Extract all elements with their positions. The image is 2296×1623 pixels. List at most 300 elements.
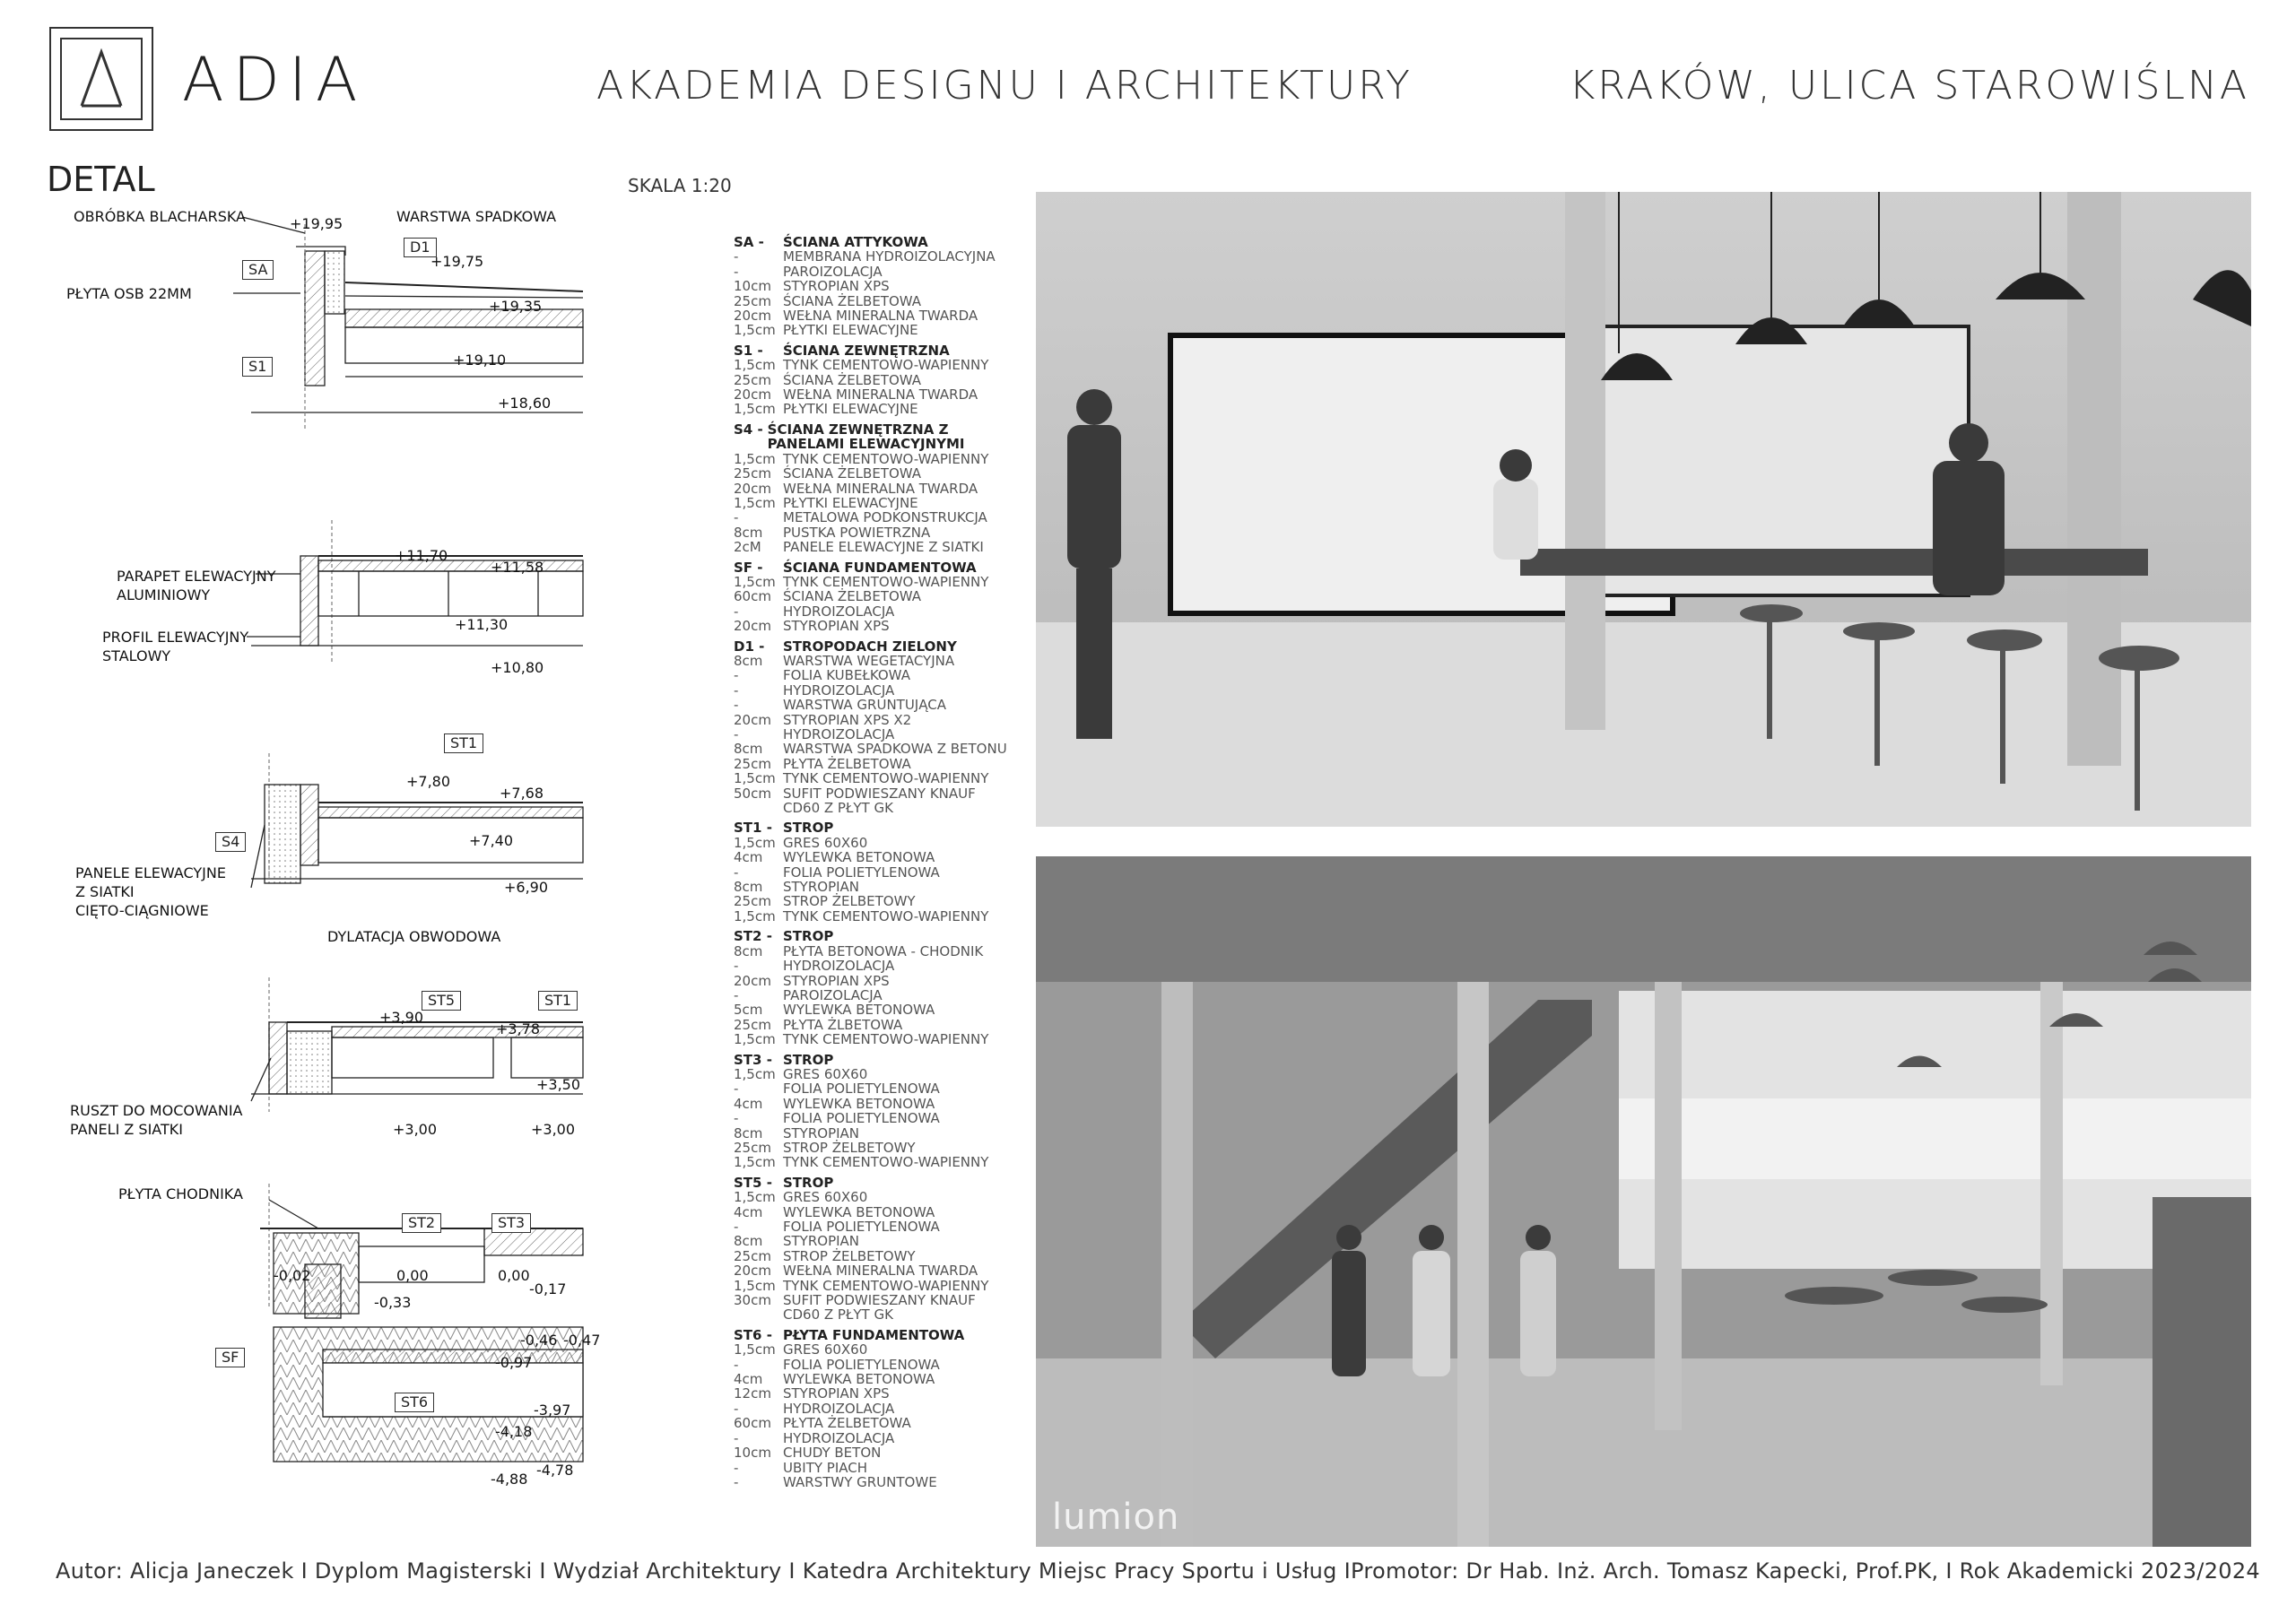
layer-thickness: -	[734, 1473, 739, 1490]
layer-material: HYDROIZOLACJA	[783, 1429, 895, 1446]
legend-title	[734, 1053, 1030, 1067]
layer-material: FOLIA POLIETYLENOWA	[783, 1110, 940, 1127]
layer-material: STYROPIAN XPS	[783, 278, 890, 295]
legend-row	[734, 358, 1030, 372]
layer-material: GRES 60X60	[783, 1341, 868, 1358]
legend-row	[734, 482, 1030, 496]
layer-thickness: 25cm	[734, 465, 771, 482]
tag-sf: SF	[215, 1348, 245, 1367]
legend-row	[734, 757, 1030, 771]
legend-row	[734, 668, 1030, 682]
level-mark: +11,70	[395, 547, 448, 564]
legend-row	[734, 1081, 1030, 1096]
layer-thickness: 5cm	[734, 1002, 763, 1019]
layer-thickness: 10cm	[734, 278, 771, 295]
author-credits: Autor: Alicja Janeczek I Dyplom Magisterski I Wydział Architektury I Katedra Architektury Miejsc Pracy Sportu i Usług IPromotor: Dr Hab. Inż. Arch. Tomasz Kapecki, Prof.PK, I Rok Akademicki 2023/2024	[56, 1558, 2260, 1584]
layer-material: STROP ŻELBETOWY	[783, 893, 916, 910]
level-mark: -0,47	[563, 1332, 601, 1349]
layer-material: FOLIA POLIETYLENOWA	[783, 864, 940, 881]
layer-thickness: -	[734, 1356, 739, 1373]
section-title: DETAL	[47, 160, 155, 199]
legend-row	[734, 801, 1030, 815]
legend-row	[734, 1067, 1030, 1081]
layer-material: FOLIA POLIETYLENOWA	[783, 1081, 940, 1098]
tag-st3: ST3	[491, 1213, 531, 1233]
layer-material: WYLEWKA BETONOWA	[783, 1002, 935, 1019]
legend-row	[734, 452, 1030, 466]
layer-thickness: 1,5cm	[734, 907, 776, 924]
level-mark: -3,97	[534, 1402, 571, 1419]
layer-material: WYLEWKA BETONOWA	[783, 1203, 935, 1220]
layer-material: TYNK CEMENTOWO-WAPIENNY	[783, 357, 989, 374]
layer-thickness: 1,5cm	[734, 357, 776, 374]
layer-thickness: 25cm	[734, 755, 771, 772]
legend-title-text: STROP	[783, 1051, 834, 1068]
level-mark: +19,35	[489, 298, 543, 315]
legend-row	[734, 988, 1030, 1002]
layer-material: PAROIZOLACJA	[783, 986, 883, 1003]
layer-material: PŁYTKI ELEWACYJNE	[783, 401, 918, 418]
legend-row	[734, 1431, 1030, 1445]
layer-thickness: -	[734, 603, 739, 620]
legend-row	[734, 1018, 1030, 1032]
level-mark: 0,00	[498, 1267, 530, 1284]
legend-group	[734, 422, 1030, 555]
layer-thickness: 50cm	[734, 785, 771, 802]
render-photo-cafe	[1036, 192, 2251, 827]
level-mark: +19,95	[290, 215, 344, 232]
layer-material: TYNK CEMENTOWO-WAPIENNY	[783, 770, 989, 787]
layer-material: METALOWA PODKONSTRUKCJA	[783, 509, 987, 526]
legend-row	[734, 1249, 1030, 1263]
layer-material: WARSTWA WEGETACYJNA	[783, 652, 955, 669]
layer-material: PUSTKA POWIETRZNA	[783, 524, 931, 541]
layer-material: TYNK CEMENTOWO-WAPIENNY	[783, 1154, 989, 1171]
legend-row	[734, 1372, 1030, 1386]
legend-row	[734, 308, 1030, 323]
legend-row	[734, 387, 1030, 402]
layer-thickness: 25cm	[734, 1016, 771, 1033]
legend-row	[734, 1263, 1030, 1278]
layer-material: WEŁNA MINERALNA TWARDA	[783, 308, 978, 325]
layer-thickness: 20cm	[734, 1263, 771, 1280]
legend-code: S4 -	[734, 421, 763, 438]
legend-title-text: STROP	[783, 820, 834, 837]
layer-material: STROP ŻELBETOWY	[783, 1247, 916, 1264]
legend-group	[734, 1176, 1030, 1323]
legend-title-text: ŚCIANA ZEWNĘTRZNA	[783, 342, 950, 359]
layer-material: TYNK CEMENTOWO-WAPIENNY	[783, 573, 989, 590]
layer-thickness: -	[734, 509, 739, 526]
layer-thickness: 2cM	[734, 539, 761, 556]
legend-title	[734, 235, 1030, 249]
layer-thickness: -	[734, 864, 739, 881]
legend-row	[734, 1155, 1030, 1169]
legend-row	[734, 894, 1030, 908]
level-mark: -0,46	[520, 1332, 558, 1349]
layer-thickness	[734, 1307, 783, 1322]
layer-material: HYDROIZOLACJA	[783, 726, 895, 742]
layer-material: FOLIA POLIETYLENOWA	[783, 1219, 940, 1235]
layer-thickness	[734, 801, 783, 815]
legend-row	[734, 880, 1030, 894]
legend-title-text: STROP	[783, 1174, 834, 1191]
legend-code: ST5 -	[734, 1174, 772, 1191]
layer-thickness: 8cm	[734, 879, 763, 896]
layer-material: STYROPIAN XPS X2	[783, 711, 912, 728]
legend-row	[734, 279, 1030, 293]
layer-thickness: 4cm	[734, 1203, 763, 1220]
legend-row	[734, 510, 1030, 525]
legend-code: ST1 -	[734, 820, 772, 837]
tag-s1: S1	[242, 357, 273, 377]
layer-material: GRES 60X60	[783, 1065, 868, 1082]
legend-row	[734, 496, 1030, 510]
legend-title-text: ŚCIANA ATTYKOWA	[783, 234, 928, 250]
tag-st1-b: ST1	[538, 991, 578, 1011]
legend-row	[734, 1234, 1030, 1248]
level-mark: +3,78	[496, 1020, 541, 1037]
layer-thickness: 4cm	[734, 1095, 763, 1112]
tag-st1-a: ST1	[444, 733, 483, 753]
layer-thickness: -	[734, 1429, 739, 1446]
legend-row	[734, 575, 1030, 589]
layer-material: FOLIA POLIETYLENOWA	[783, 1356, 940, 1373]
render-illustration	[1036, 192, 2251, 827]
layer-material: HYDROIZOLACJA	[783, 958, 895, 975]
layer-thickness: 1,5cm	[734, 1277, 776, 1294]
legend-row	[734, 865, 1030, 880]
legend-row	[734, 1126, 1030, 1141]
legend-row	[734, 974, 1030, 988]
legend-title-text: STROPODACH ZIELONY	[783, 638, 957, 655]
layer-thickness: 8cm	[734, 1124, 763, 1141]
layer-thickness: -	[734, 248, 739, 265]
legend-row	[734, 540, 1030, 554]
layer-thickness: 25cm	[734, 1247, 771, 1264]
level-mark: +7,80	[406, 773, 451, 790]
legend-row	[734, 1402, 1030, 1416]
layer-material: TYNK CEMENTOWO-WAPIENNY	[783, 450, 989, 467]
layer-material: TYNK CEMENTOWO-WAPIENNY	[783, 1277, 989, 1294]
layer-thickness: -	[734, 1110, 739, 1127]
legend-group	[734, 560, 1030, 634]
layer-material: HYDROIZOLACJA	[783, 681, 895, 699]
legend-row	[734, 249, 1030, 264]
layer-material: WYLEWKA BETONOWA	[783, 849, 935, 866]
layer-thickness: 1,5cm	[734, 1031, 776, 1048]
legend-row	[734, 1342, 1030, 1357]
label-panele: PANELE ELEWACYJNE Z SIATKI CIĘTO-CIĄGNIOWE	[75, 864, 226, 919]
legend-row	[734, 727, 1030, 742]
legend-row	[734, 1307, 1030, 1322]
layer-material: WYLEWKA BETONOWA	[783, 1095, 935, 1112]
level-mark: +7,68	[500, 785, 544, 802]
level-mark: +3,00	[531, 1121, 576, 1138]
tag-s4: S4	[215, 832, 246, 852]
triangle-logo-icon	[76, 48, 126, 109]
label-parapet: PARAPET ELEWACYJNY ALUMINIOWY	[117, 568, 276, 603]
layer-thickness: 8cm	[734, 942, 763, 959]
level-mark: +11,30	[455, 616, 509, 633]
layer-thickness: -	[734, 986, 739, 1003]
legend-group	[734, 929, 1030, 1046]
layer-material: WEŁNA MINERALNA TWARDA	[783, 480, 978, 497]
layer-thickness: -	[734, 263, 739, 280]
layer-material: ŚCIANA ŻELBETOWA	[783, 292, 922, 309]
render-illustration	[1036, 856, 2251, 1547]
layer-thickness: 1,5cm	[734, 1341, 776, 1358]
level-mark: +3,90	[379, 1009, 424, 1026]
layer-material: GRES 60X60	[783, 834, 868, 851]
legend-row	[734, 1461, 1030, 1475]
legend-row	[734, 654, 1030, 668]
label-obrobka: OBRÓBKA BLACHARSKA	[74, 208, 246, 225]
layer-thickness: 60cm	[734, 588, 771, 605]
level-mark: +10,80	[491, 659, 544, 676]
layer-material: PŁYTA ŻELBETOWA	[783, 755, 911, 772]
detail-drawing	[36, 197, 601, 1542]
level-mark: -0,17	[529, 1280, 567, 1298]
layer-material: UBITY PIACH	[783, 1459, 868, 1476]
legend-row	[734, 1445, 1030, 1460]
layer-material: FOLIA KUBEŁKOWA	[783, 667, 910, 684]
level-mark: +3,50	[536, 1076, 581, 1093]
layer-thickness: -	[734, 958, 739, 975]
label-dylatacja: DYLATACJA OBWODOWA	[327, 928, 501, 945]
layer-material: WARSTWA GRUNTUJĄCA	[783, 697, 946, 714]
level-mark: -0,02	[274, 1267, 311, 1284]
label-plyta-osb: PŁYTA OSB 22MM	[66, 285, 192, 302]
legend-row	[734, 525, 1030, 540]
layer-thickness: 60cm	[734, 1415, 771, 1432]
legend-row	[734, 959, 1030, 973]
layer-thickness: -	[734, 1219, 739, 1235]
legend-row	[734, 1190, 1030, 1204]
layer-thickness: 1,5cm	[734, 450, 776, 467]
legend-code: S1 -	[734, 342, 763, 359]
legend-row	[734, 698, 1030, 712]
legend-row	[734, 1111, 1030, 1125]
legend-row	[734, 294, 1030, 308]
layer-material: ŚCIANA ŻELBETOWA	[783, 371, 922, 388]
layer-material: PŁYTKI ELEWACYJNE	[783, 322, 918, 339]
layer-thickness: 4cm	[734, 849, 763, 866]
legend-row	[734, 323, 1030, 337]
legend-row	[734, 402, 1030, 416]
legend-row	[734, 786, 1030, 801]
level-mark: -4,78	[536, 1462, 574, 1479]
level-mark: +19,75	[430, 253, 484, 270]
layer-thickness: 30cm	[734, 1292, 771, 1309]
layer-thickness: 20cm	[734, 618, 771, 635]
label-ruszt: RUSZT DO MOCOWANIA PANELI Z SIATKI	[70, 1102, 243, 1138]
legend-code: ST6 -	[734, 1326, 772, 1343]
layer-thickness: 20cm	[734, 711, 771, 728]
scale-label: SKALA 1:20	[628, 175, 732, 196]
layer-material: STYROPIAN	[783, 1233, 860, 1250]
legend-title	[734, 560, 1030, 575]
layer-thickness: -	[734, 726, 739, 742]
level-mark: +19,10	[453, 352, 507, 369]
logo-text: ADIA	[182, 45, 367, 116]
layer-material: SUFIT PODWIESZANY KNAUF	[783, 1292, 976, 1309]
legend-row	[734, 1141, 1030, 1155]
layer-thickness: 1,5cm	[734, 834, 776, 851]
layer-material: STROP ŻELBETOWY	[783, 1139, 916, 1156]
lumion-watermark: lumion	[1052, 1497, 1180, 1538]
level-mark: +7,40	[469, 832, 514, 849]
legend-title	[734, 422, 1030, 452]
legend-row	[734, 836, 1030, 850]
layer-thickness: 1,5cm	[734, 770, 776, 787]
layer-material: WEŁNA MINERALNA TWARDA	[783, 1263, 978, 1280]
level-mark: 0,00	[396, 1267, 429, 1284]
layer-thickness: 20cm	[734, 480, 771, 497]
layer-thickness: 25cm	[734, 292, 771, 309]
legend-row	[734, 771, 1030, 785]
location-title: KRAKÓW, ULICA STAROWIŚLNA	[1569, 63, 2249, 108]
layer-material: TYNK CEMENTOWO-WAPIENNY	[783, 907, 989, 924]
level-mark: -4,88	[491, 1471, 528, 1488]
legend-row	[734, 373, 1030, 387]
legend-row	[734, 850, 1030, 864]
level-mark: +6,90	[504, 879, 549, 896]
legend-title	[734, 1328, 1030, 1342]
legend-row	[734, 1475, 1030, 1489]
layer-thickness: 20cm	[734, 308, 771, 325]
level-mark: -0,33	[374, 1294, 412, 1311]
legend-code: D1 -	[734, 638, 765, 655]
layer-thickness: 8cm	[734, 524, 763, 541]
legend-group	[734, 820, 1030, 924]
layer-material: CD60 Z PŁYT GK	[783, 800, 893, 817]
layer-thickness: -	[734, 697, 739, 714]
legend-row	[734, 466, 1030, 481]
legend-group	[734, 639, 1030, 816]
legend-title	[734, 343, 1030, 358]
legend-code: SA -	[734, 234, 764, 250]
label-profil: PROFIL ELEWACYJNY STALOWY	[102, 629, 249, 664]
level-mark: +3,00	[393, 1121, 438, 1138]
legend-title-text: PŁYTA FUNDAMENTOWA	[783, 1326, 965, 1343]
layer-thickness: 1,5cm	[734, 494, 776, 511]
layer-thickness: 25cm	[734, 371, 771, 388]
legend-title-text: ŚCIANA FUNDAMENTOWA	[783, 559, 977, 576]
legend-row	[734, 944, 1030, 959]
layer-thickness: 1,5cm	[734, 1154, 776, 1171]
layer-thickness: -	[734, 1459, 739, 1476]
institution-title: AKADEMIA DESIGNU I ARCHITEKTURY	[596, 63, 1413, 108]
legend-title	[734, 929, 1030, 943]
layer-material: ŚCIANA ŻELBETOWA	[783, 588, 922, 605]
layer-thickness: 1,5cm	[734, 573, 776, 590]
layer-thickness: 1,5cm	[734, 401, 776, 418]
layer-material: WARSTWY GRUNTOWE	[783, 1473, 937, 1490]
legend-code: ST3 -	[734, 1051, 772, 1068]
layer-material: WEŁNA MINERALNA TWARDA	[783, 386, 978, 404]
legend-row	[734, 1279, 1030, 1293]
legend-title	[734, 639, 1030, 654]
layer-material: HYDROIZOLACJA	[783, 603, 895, 620]
layer-thickness: 8cm	[734, 741, 763, 758]
legend-row	[734, 604, 1030, 619]
layer-legend	[734, 235, 1030, 1526]
legend-row	[734, 1032, 1030, 1046]
layer-material: ŚCIANA ŻELBETOWA	[783, 465, 922, 482]
layer-thickness: 4cm	[734, 1371, 763, 1388]
legend-group	[734, 235, 1030, 338]
legend-row	[734, 1219, 1030, 1234]
layer-thickness: -	[734, 681, 739, 699]
legend-row	[734, 1002, 1030, 1017]
layer-thickness: 10cm	[734, 1445, 771, 1462]
legend-code: ST2 -	[734, 928, 772, 945]
layer-thickness: -	[734, 1400, 739, 1417]
legend-row	[734, 1097, 1030, 1111]
legend-row	[734, 265, 1030, 279]
legend-row	[734, 1386, 1030, 1401]
label-plyta-chodnika: PŁYTA CHODNIKA	[118, 1185, 243, 1202]
layer-material: HYDROIZOLACJA	[783, 1400, 895, 1417]
layer-thickness: 8cm	[734, 1233, 763, 1250]
layer-thickness: 12cm	[734, 1385, 771, 1402]
tag-sa: SA	[242, 260, 274, 280]
legend-row	[734, 742, 1030, 756]
layer-material: CD60 Z PŁYT GK	[783, 1306, 893, 1324]
layer-thickness: 1,5cm	[734, 1189, 776, 1206]
layer-thickness: 20cm	[734, 972, 771, 989]
layer-material: PAROIZOLACJA	[783, 263, 883, 280]
tag-st2: ST2	[402, 1213, 441, 1233]
legend-row	[734, 1358, 1030, 1372]
legend-row	[734, 1416, 1030, 1430]
layer-material: WYLEWKA BETONOWA	[783, 1371, 935, 1388]
layer-material: SUFIT PODWIESZANY KNAUF	[783, 785, 976, 802]
layer-material: STYROPIAN	[783, 1124, 860, 1141]
layer-material: TYNK CEMENTOWO-WAPIENNY	[783, 1031, 989, 1048]
legend-row	[734, 1205, 1030, 1219]
layer-material: MEMBRANA HYDROIZOLACYJNA	[783, 248, 996, 265]
layer-material: GRES 60X60	[783, 1189, 868, 1206]
logo-mark	[49, 27, 153, 131]
legend-row	[734, 589, 1030, 603]
legend-group	[734, 1328, 1030, 1489]
legend-title-text: STROP	[783, 928, 834, 945]
legend-title-text: ŚCIANA ZEWNĘTRZNA Z PANELAMI ELEWACYJNYMI	[767, 421, 965, 453]
render-photo-atrium	[1036, 856, 2251, 1547]
layer-material: PŁYTKI ELEWACYJNE	[783, 494, 918, 511]
layer-thickness: 20cm	[734, 386, 771, 404]
tag-st6: ST6	[395, 1393, 434, 1412]
layer-material: PŁYTA ŻLBETOWA	[783, 1016, 903, 1033]
legend-row	[734, 683, 1030, 698]
layer-material: STYROPIAN XPS	[783, 1385, 890, 1402]
layer-thickness: 8cm	[734, 652, 763, 669]
layer-material: PANELE ELEWACYJNE Z SIATKI	[783, 539, 984, 556]
level-mark: +18,60	[498, 395, 552, 412]
layer-material: STYROPIAN XPS	[783, 972, 890, 989]
legend-group	[734, 343, 1030, 417]
layer-material: CHUDY BETON	[783, 1445, 882, 1462]
tag-st5: ST5	[422, 991, 461, 1011]
legend-row	[734, 909, 1030, 924]
level-mark: -4,18	[495, 1423, 533, 1440]
layer-thickness: -	[734, 667, 739, 684]
layer-thickness: 25cm	[734, 1139, 771, 1156]
layer-material: STYROPIAN XPS	[783, 618, 890, 635]
legend-title	[734, 1176, 1030, 1190]
